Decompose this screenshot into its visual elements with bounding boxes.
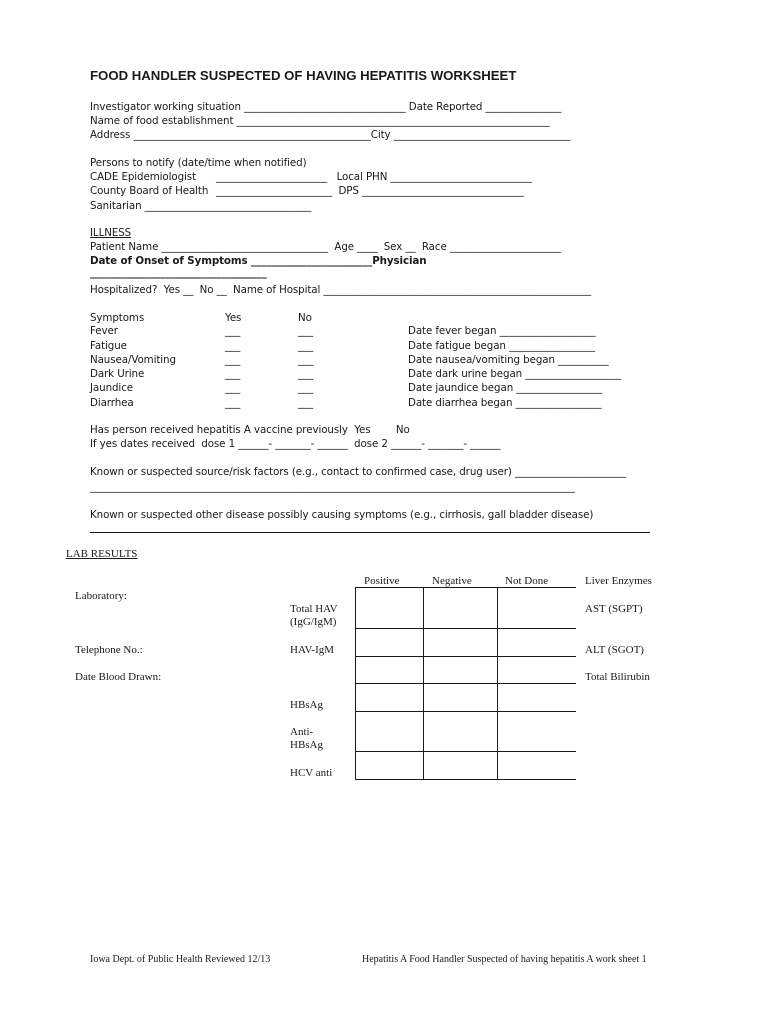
symptom-no-blank[interactable]: ___ — [298, 354, 314, 366]
test-label: HBsAg — [290, 739, 324, 751]
symptom-date-line[interactable]: Date diarrhea began _________________ — [408, 397, 602, 409]
symptoms-header: Symptoms — [90, 312, 145, 324]
sanitarian-line[interactable]: Sanitarian _________________________________ — [90, 200, 312, 212]
lab-results-heading: LAB RESULTS — [66, 548, 138, 560]
onset-line[interactable]: Date of Onset of Symptoms ________________________Physician — [90, 255, 427, 267]
bilirubin-label[interactable]: Total Bilirubin — [585, 671, 650, 683]
col-not-done: Not Done — [505, 575, 549, 587]
symptom-name: Diarrhea — [90, 397, 134, 409]
county-label: County Board of Health — [90, 185, 209, 197]
lab-grid-line — [497, 587, 498, 780]
other-disease-question[interactable]: Known or suspected other disease possibly causing symptoms (e.g., cirrhosis, gall bladder disease) — [90, 509, 594, 521]
symptom-date-line[interactable]: Date nausea/vomiting began __________ — [408, 354, 609, 366]
symptom-no-blank[interactable]: ___ — [298, 397, 314, 409]
col-positive: Positive — [364, 575, 400, 587]
symptom-no-blank[interactable]: ___ — [298, 340, 314, 352]
address-line[interactable]: Address _______________________________________________City ___________________________________ — [90, 129, 571, 141]
footer-left: Iowa Dept. of Public Health Reviewed 12/13 — [90, 954, 271, 965]
patient-line[interactable]: Patient Name _________________________________ Age ____ Sex __ Race ______________________ — [90, 241, 561, 253]
symptoms-yes-header: Yes — [225, 312, 242, 324]
symptom-name: Fatigue — [90, 340, 127, 352]
blood-drawn-label[interactable]: Date Blood Drawn: — [75, 671, 162, 683]
lab-grid-line — [355, 711, 576, 712]
footer-right: Hepatitis A Food Handler Suspected of having hepatitis A work sheet 1 — [362, 954, 647, 965]
page-title: FOOD HANDLER SUSPECTED OF HAVING HEPATITIS WORKSHEET — [90, 68, 517, 83]
ast-label[interactable]: AST (SGPT) — [585, 603, 643, 615]
test-label: (IgG/IgM) — [290, 616, 337, 628]
symptom-date-line[interactable]: Date jaundice began _________________ — [408, 382, 603, 394]
symptom-yes-blank[interactable]: ___ — [225, 397, 241, 409]
test-label: Total HAV — [290, 603, 338, 615]
test-label: HCV anti — [290, 767, 333, 779]
cade-label: CADE Epidemiologist — [90, 171, 196, 183]
symptom-yes-blank[interactable]: ___ — [225, 382, 241, 394]
symptom-yes-blank[interactable]: ___ — [225, 354, 241, 366]
lab-grid-line — [355, 779, 576, 780]
hospitalized-line[interactable]: Hospitalized? Yes __ No __ Name of Hospital _____________________________________________________ — [90, 284, 592, 296]
notify-heading: Persons to notify (date/time when notified) — [90, 157, 307, 169]
symptom-yes-blank[interactable]: ___ — [225, 368, 241, 380]
test-label: HBsAg — [290, 699, 324, 711]
symptom-name: Dark Urine — [90, 368, 145, 380]
investigator-line[interactable]: Investigator working situation ________________________________ Date Reported _______________ — [90, 101, 562, 113]
symptom-yes-blank[interactable]: ___ — [225, 340, 241, 352]
cade-line[interactable]: ______________________ Local PHN ____________________________ — [216, 171, 532, 183]
risk-factors-question[interactable]: Known or suspected source/risk factors (e.g., contact to confirmed case, drug user) ______________________ — [90, 466, 627, 478]
test-label: HAV-IgM — [290, 644, 335, 656]
col-negative: Negative — [432, 575, 472, 587]
lab-grid-line — [423, 587, 424, 780]
liver-enzymes-heading: Liver Enzymes — [585, 575, 652, 587]
other-disease-line[interactable] — [90, 532, 650, 533]
symptom-no-blank[interactable]: ___ — [298, 325, 314, 337]
symptom-name: Jaundice — [90, 382, 133, 394]
lab-grid-line — [355, 656, 576, 657]
telephone-label[interactable]: Telephone No.: — [75, 644, 143, 656]
illness-heading: ILLNESS — [90, 227, 132, 239]
symptom-name: Nausea/Vomiting — [90, 354, 176, 366]
lab-grid-line — [355, 683, 576, 684]
risk-factors-line[interactable]: ________________________________________________________________________________________________ — [90, 481, 575, 493]
laboratory-label[interactable]: Laboratory: — [75, 590, 127, 602]
lab-grid-line — [355, 628, 576, 629]
symptom-no-blank[interactable]: ___ — [298, 368, 314, 380]
symptom-no-blank[interactable]: ___ — [298, 382, 314, 394]
symptoms-no-header: No — [298, 312, 312, 324]
symptom-name: Fever — [90, 325, 118, 337]
lab-grid-line — [355, 751, 576, 752]
symptom-date-line[interactable]: Date fatigue began _________________ — [408, 340, 595, 352]
symptom-yes-blank[interactable]: ___ — [225, 325, 241, 337]
lab-grid-line — [355, 587, 356, 780]
alt-label[interactable]: ALT (SGOT) — [585, 644, 644, 656]
lab-grid-line — [355, 587, 576, 588]
vaccine-question[interactable]: Has person received hepatitis A vaccine previously Yes No — [90, 424, 410, 436]
symptom-date-line[interactable]: Date fever began ___________________ — [408, 325, 596, 337]
establishment-line[interactable]: Name of food establishment ______________________________________________________________ — [90, 115, 550, 127]
county-line[interactable]: _______________________ DPS ________________________________ — [216, 185, 524, 197]
vaccine-dates[interactable]: If yes dates received dose 1 ______- _______- ______ dose 2 ______- _______- ______ — [90, 438, 501, 450]
onset-continuation[interactable]: ___________________________________ — [90, 267, 267, 279]
test-label: Anti- — [290, 726, 314, 738]
symptom-date-line[interactable]: Date dark urine began ___________________ — [408, 368, 622, 380]
